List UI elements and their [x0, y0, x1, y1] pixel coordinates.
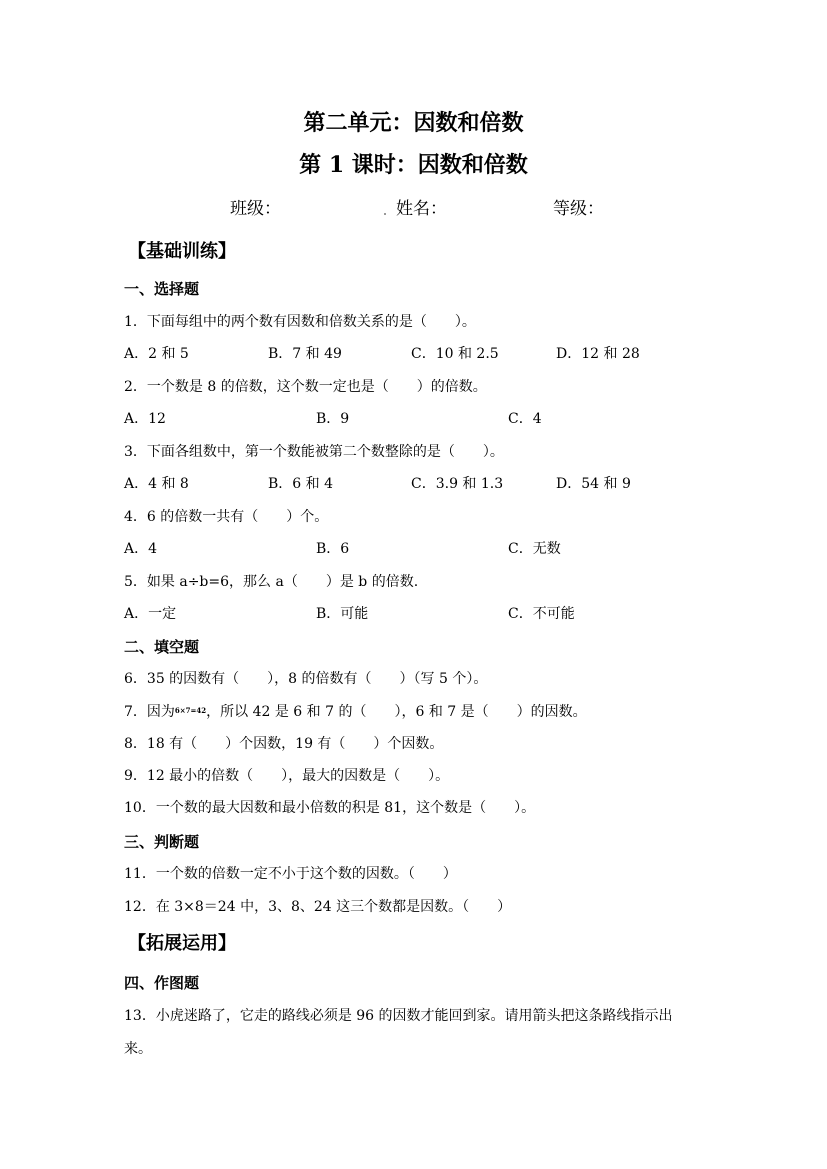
- name-label: 姓名：: [396, 199, 447, 219]
- q7-formula: 6×7=42: [174, 706, 207, 715]
- question-13-line-1: 13．小虎迷路了，它走的路线必须是 96 的因数才能回到家。请用箭头把这条路线指示出: [124, 1008, 673, 1024]
- part-judge-heading: 三、判断题: [124, 833, 200, 851]
- q3-option-d: D．54 和 9: [556, 476, 631, 492]
- class-label: 班级：: [230, 199, 281, 219]
- q3-option-c: C．3.9 和 1.3: [411, 476, 504, 492]
- q2-option-c: C．4: [508, 411, 542, 427]
- q5-option-b: B．可能: [316, 606, 369, 622]
- question-11: 11．一个数的倍数一定不小于这个数的因数。（ ）: [124, 866, 457, 882]
- question-3: 3．下面各组数中，第一个数能被第二个数整除的是（ ）。: [124, 444, 504, 460]
- question-7: [124, 705, 587, 719]
- question-10: 10．一个数的最大因数和最小倍数的积是 81，这个数是（ ）。: [124, 800, 536, 816]
- unit-title: 第二单元：因数和倍数: [303, 110, 524, 136]
- section-extend-heading: 【拓展运用】: [128, 933, 236, 954]
- q4-option-b: B．6: [316, 541, 350, 557]
- underline-mark: [384, 213, 386, 215]
- q5-option-a: A．一定: [124, 606, 177, 622]
- question-6: 6．35 的因数有（ ），8 的倍数有（ ）（写 5 个）。: [124, 671, 488, 687]
- q1-option-d: D．12 和 28: [556, 346, 640, 362]
- question-1: 1．下面每组中的两个数有因数和倍数关系的是（ ）。: [124, 314, 476, 330]
- q5-option-c: C．不可能: [508, 606, 575, 622]
- q2-option-b: B．9: [316, 411, 350, 427]
- question-9: 9．12 最小的倍数（ ），最大的因数是（ ）。: [124, 768, 450, 784]
- question-2: 2．一个数是 8 的倍数，这个数一定也是（ ）的倍数。: [124, 379, 487, 395]
- question-12: 12．在 3×8＝24 中，3、8、24 这三个数都是因数。（ ）: [124, 899, 512, 915]
- grade-label: 等级：: [553, 199, 604, 219]
- question-4: 4．6 的倍数一共有（ ）个。: [124, 509, 329, 525]
- part-fill-heading: 二、填空题: [124, 638, 200, 656]
- q7-prefix: 7．因为: [124, 704, 175, 720]
- part-choice-heading: 一、选择题: [124, 280, 200, 298]
- q2-option-a: A．12: [124, 411, 166, 427]
- q1-option-a: A．2 和 5: [124, 346, 189, 362]
- section-basic-heading: 【基础训练】: [128, 241, 236, 262]
- question-8: 8．18 有（ ）个因数，19 有（ ）个因数。: [124, 736, 444, 752]
- part-draw-heading: 四、作图题: [124, 974, 200, 992]
- q1-option-c: C．10 和 2.5: [411, 346, 499, 362]
- q1-option-b: B．7 和 49: [268, 346, 342, 362]
- question-13-line-2: 来。: [124, 1041, 152, 1057]
- q3-option-b: B．6 和 4: [268, 476, 334, 492]
- q7-suffix: ，所以 42 是 6 和 7 的（ ），6 和 7 是（ ）的因数。: [206, 704, 587, 720]
- lesson-title: 第 1 课时：因数和倍数: [299, 152, 528, 178]
- q4-option-c: C．无数: [508, 541, 561, 557]
- question-5: 5．如果 a÷b=6，那么 a（ ）是 b 的倍数.: [124, 574, 419, 590]
- q4-option-a: A．4: [124, 541, 158, 557]
- q3-option-a: A．4 和 8: [124, 476, 189, 492]
